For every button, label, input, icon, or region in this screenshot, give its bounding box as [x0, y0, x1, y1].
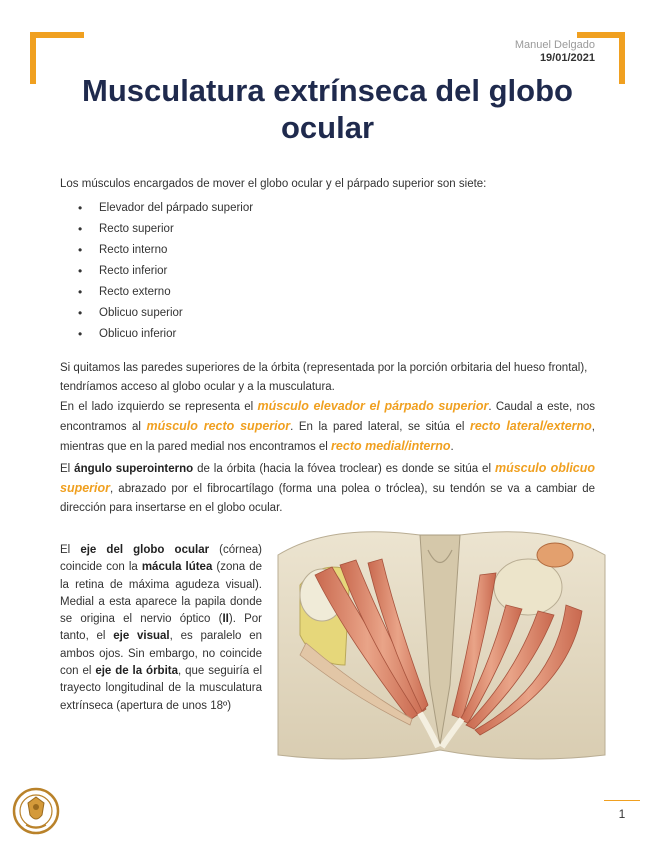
page-title: Musculatura extrínseca del globo ocular [82, 73, 573, 145]
text-run: En el lado izquierdo se representa el [60, 401, 258, 413]
muscles-paragraph [60, 397, 595, 457]
highlight-term: músculo elevador el párpado superior [257, 399, 489, 413]
bold-term: mácula lútea [141, 561, 213, 574]
muscle-list [60, 198, 253, 345]
text-run: de la órbita (hacia la fóvea troclear) es donde se sitúa el [193, 463, 495, 475]
list-item: • Recto externo [60, 282, 253, 303]
orbit-muscles-illustration [270, 515, 610, 765]
bold-term: ángulo superointerno [74, 463, 194, 475]
bold-term: eje visual [113, 630, 170, 643]
author-name: Manuel Delgado [514, 39, 595, 51]
text-run: ). Por tanto, el [60, 613, 262, 643]
list-item: • Recto superior [60, 219, 253, 240]
bold-term: II [222, 613, 229, 626]
list-item: • Oblicuo superior [60, 303, 253, 324]
highlight-term: recto lateral/externo [469, 419, 592, 433]
bold-term: eje de la órbita [95, 665, 179, 678]
text-run: , es paralelo en ambos ojos. Sin embargo, no coincide con el [60, 630, 262, 678]
eye-axis-paragraph [60, 542, 262, 715]
orbit-paragraph: Si quitamos las paredes superiores de la órbita (representada por la porción orbitaria del hueso frontal), tendríamos acceso al globo ocular y a la musculatura. [60, 362, 588, 393]
highlight-term: músculo recto superior [146, 419, 291, 433]
list-item: • Recto inferior [60, 261, 253, 282]
page-number: 1 [604, 800, 640, 821]
text-run: , abrazado por el fibrocartílago (forma una polea o tróclea), su tendón se va a cambiar de dirección para insertarse en el globo ocular. [60, 483, 595, 514]
highlight-term: recto medial/interno [331, 439, 451, 453]
highlight-term: músculo oblicuo superior [60, 461, 596, 495]
list-item: • Oblicuo inferior [60, 324, 253, 345]
text-run: . En la pared lateral, se sitúa el [290, 421, 470, 433]
text-run: , que seguiría el trayecto longitudinal de la musculatura extrínseca (apertura de unos 18º) [60, 665, 262, 712]
list-item: • Recto interno [60, 240, 253, 261]
text-run: . Caudal a este, nos encontramos al [60, 401, 595, 433]
text-run: (zona de la retina de máxima agudeza visual). Medial a esta aparece la papila donde se origina el nervio óptico ( [60, 561, 263, 626]
text-run: El [60, 544, 81, 556]
university-seal-icon [12, 785, 60, 837]
list-item: • Elevador del párpado superior [60, 198, 253, 219]
intro-paragraph: Los músculos encargados de mover el globo ocular y el párpado superior son siete: [60, 178, 487, 190]
text-run: . [450, 441, 454, 453]
text-run: , mientras que en la pared medial nos encontramos el [60, 421, 595, 453]
bold-term: eje del globo ocular [80, 544, 210, 556]
text-run: (córnea) coincide con la [60, 544, 263, 574]
text-run: El [60, 463, 75, 475]
trochlea-paragraph [60, 459, 595, 518]
author-block [515, 39, 595, 65]
document-date: 19/01/2021 [539, 52, 595, 64]
